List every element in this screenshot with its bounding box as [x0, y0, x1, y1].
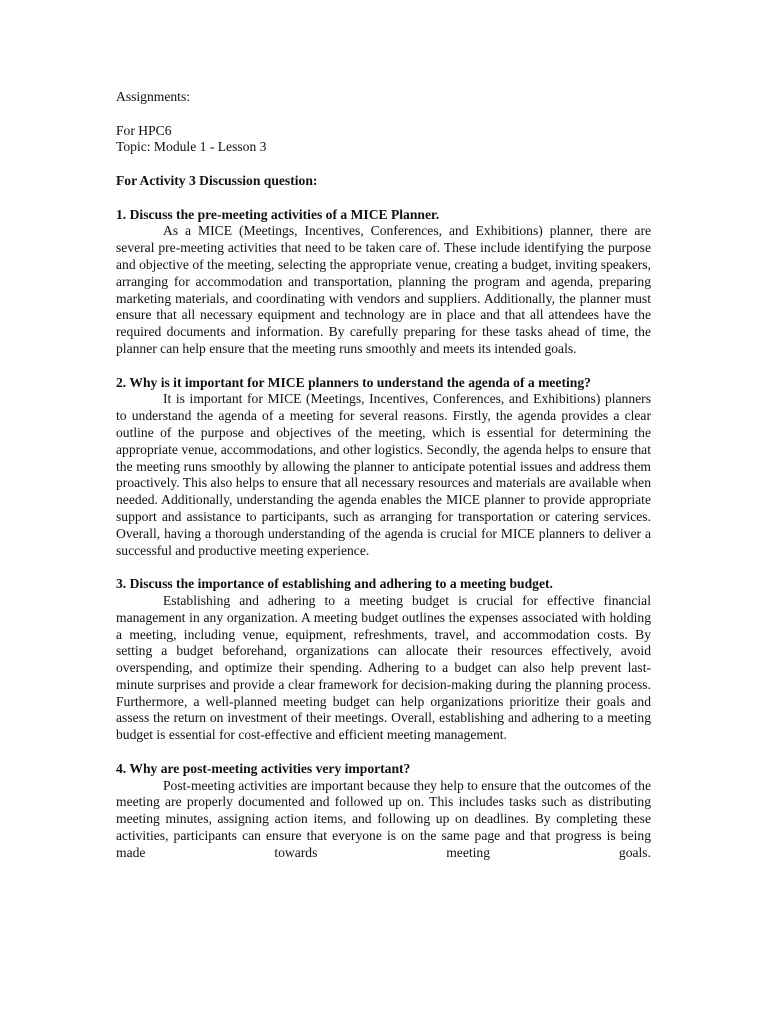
spacer [116, 559, 651, 576]
document-body [116, 89, 651, 862]
answer-paragraph: Post-meeting activities are important because they help to ensure that the outcomes of the meeting are properly documented and followed up on. This includes tasks such as distributing meeting minutes, assigning action items, and following up on deadlines. By completing these activities, participants can ensure that everyone is on the same page and that progress is being made towards meeting goals. [116, 777, 651, 860]
spacer [116, 744, 651, 761]
spacer [116, 106, 651, 123]
answer-paragraph: As a MICE (Meetings, Incentives, Conferences, and Exhibitions) planner, there are several pre-meeting activities that need to be taken care of. These include identifying the purpose and objective of the meeting, selecting the appropriate venue, creating a budget, inviting speakers, arranging for accommodation and transportation, planning the program and agenda, preparing marketing materials, and coordinating with vendors and suppliers. Additionally, the planner must ensure that all necessary equipment and technology are in place and that all attendees have the required documents and information. By carefully preparing for these tasks ahead of time, the planner can help ensure that the meeting runs smoothly and meets its intended goals. [116, 223, 651, 356]
question-heading: 2. Why is it important for MICE planners to understand the agenda of a meeting? [116, 374, 591, 390]
question-heading: 1. Discuss the pre-meeting activities of a MICE Planner. [116, 206, 440, 222]
spacer [116, 358, 651, 375]
activity-title: For Activity 3 Discussion question: [116, 172, 318, 188]
question-block-2 [116, 375, 651, 560]
question-heading: 3. Discuss the importance of establishing and adhering to a meeting budget. [116, 576, 553, 592]
course-code: For HPC6 [116, 122, 172, 138]
assignments-label: Assignments: [116, 89, 191, 104]
answer-paragraph: Establishing and adhering to a meeting budget is crucial for effective financial management in any organization. A meeting budget outlines the expenses associated with holding a meeting, including venue, equipment, refreshments, travel, and accommodation costs. By setting a budget beforehand, organizations can allocate their resources effectively, avoid overspending, and optimize their spending. Adhering to a budget can also help prevent last-minute surprises and provide a clear framework for decision-making during the planning process. Furthermore, a well-planned meeting budget can help organizations prioritize their goals and assess the return on investment of their meetings. Overall, establishing and adhering to a meeting budget is essential for cost-effective and efficient meeting management. [116, 592, 651, 743]
topic-line: Topic: Module 1 - Lesson 3 [116, 139, 267, 155]
answer-paragraph: It is important for MICE (Meetings, Incentives, Conferences, and Exhibitions) planners to understand the agenda of a meeting for several reasons. Firstly, the agenda provides a clear outline of the purpose and objectives of the meeting, which is essential for determining the appropriate venue, accommodations, and other logistics. Secondly, the agenda helps to ensure that the meeting runs smoothly by allowing the planner to anticipate potential issues and address them proactively. This also helps to ensure that all necessary resources and materials are available when needed. Additionally, understanding the agenda enables the MICE planner to provide appropriate support and assistance to participants, such as arranging for transportation or catering services. Overall, having a thorough understanding of the agenda is crucial for MICE planners to deliver a successful and productive meeting experience. [116, 391, 651, 558]
question-heading: 4. Why are post-meeting activities very important? [116, 760, 411, 776]
question-block-4 [116, 761, 651, 862]
spacer [116, 156, 651, 173]
question-block-3 [116, 576, 651, 744]
question-block-1 [116, 207, 651, 358]
spacer [116, 190, 651, 207]
